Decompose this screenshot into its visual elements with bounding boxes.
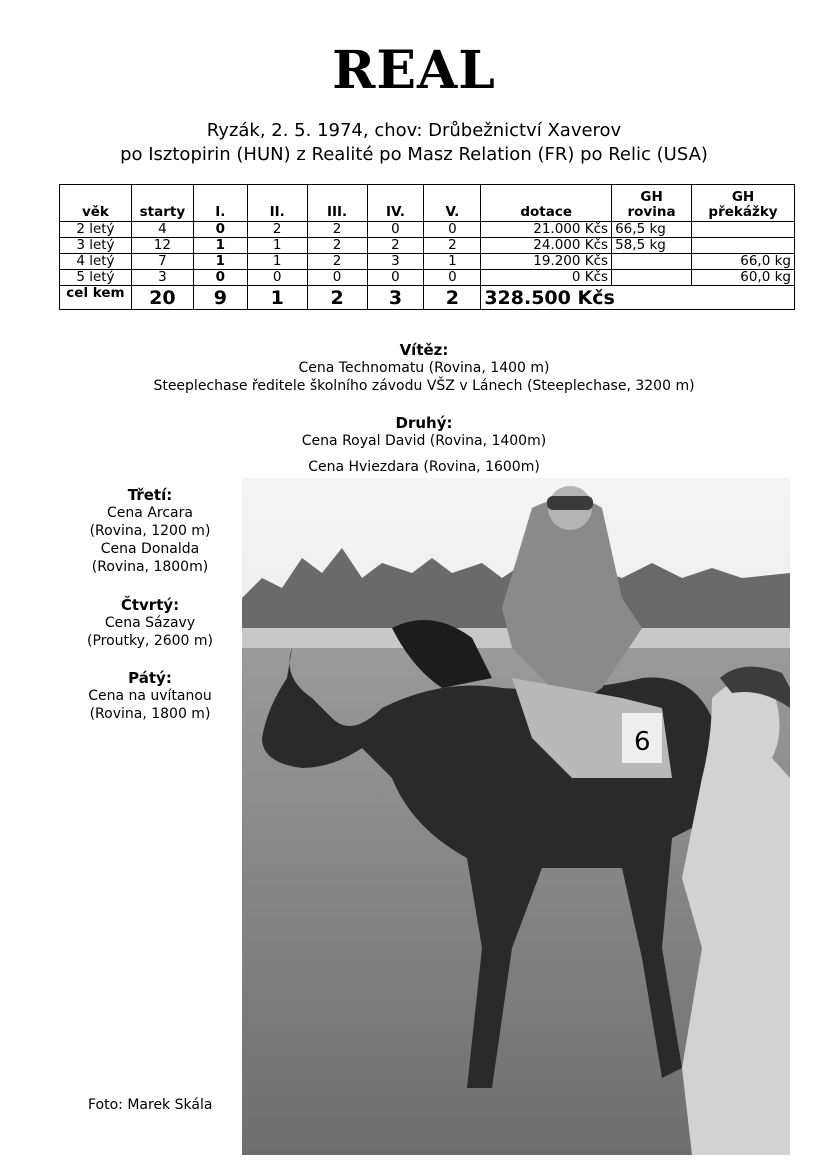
cell-second: 0 bbox=[247, 270, 307, 286]
col-fourth: IV. bbox=[367, 185, 424, 222]
fourth-race-detail: (Proutky, 2600 m) bbox=[86, 633, 213, 649]
third-section bbox=[70, 486, 230, 576]
cell-total-prize: 328.500 Kčs bbox=[481, 286, 795, 310]
col-gh-jump: GH překážky bbox=[692, 185, 795, 222]
cell-prize: 21.000 Kčs bbox=[481, 222, 612, 238]
col-fifth: V. bbox=[424, 185, 481, 222]
second-heading: Druhý: bbox=[395, 414, 453, 432]
cell-gh-jump: 60,0 kg bbox=[692, 270, 795, 286]
cell-fourth: 0 bbox=[367, 270, 424, 286]
cell-total-fourth: 3 bbox=[367, 286, 424, 310]
cell-first: 1 bbox=[193, 238, 247, 254]
cell-fifth: 0 bbox=[424, 270, 481, 286]
col-first: I. bbox=[193, 185, 247, 222]
cell-total-third: 2 bbox=[307, 286, 367, 310]
col-starts: starty bbox=[131, 185, 193, 222]
cell-first: 0 bbox=[193, 270, 247, 286]
winner-heading: Vítěz: bbox=[399, 341, 449, 359]
table-row bbox=[60, 270, 795, 286]
cell-third: 2 bbox=[307, 238, 367, 254]
col-third: III. bbox=[307, 185, 367, 222]
second-section bbox=[0, 414, 828, 476]
cell-first: 1 bbox=[193, 254, 247, 270]
second-race: Cena Royal David (Rovina, 1400m) bbox=[301, 433, 547, 449]
fifth-race-detail: (Rovina, 1800 m) bbox=[89, 706, 211, 722]
cell-gh-jump bbox=[692, 222, 795, 238]
fifth-heading: Pátý: bbox=[128, 669, 172, 687]
fifth-race: Cena na uvítanou bbox=[88, 688, 212, 704]
col-second: II. bbox=[247, 185, 307, 222]
third-heading: Třetí: bbox=[127, 486, 173, 504]
cell-third: 2 bbox=[307, 222, 367, 238]
winner-race: Cena Technomatu (Rovina, 1400 m) bbox=[298, 360, 550, 376]
table-total-row bbox=[60, 286, 795, 310]
page-title: REAL bbox=[332, 40, 496, 101]
third-race: Cena Arcara bbox=[107, 505, 193, 521]
cell-gh-flat: 66,5 kg bbox=[612, 222, 692, 238]
second-race: Cena Hviezdara (Rovina, 1600m) bbox=[308, 459, 540, 475]
table-row bbox=[60, 254, 795, 270]
cell-fifth: 0 bbox=[424, 222, 481, 238]
cell-fourth: 0 bbox=[367, 222, 424, 238]
cell-prize: 0 Kčs bbox=[481, 270, 612, 286]
cell-total-second: 1 bbox=[247, 286, 307, 310]
fifth-section bbox=[70, 669, 230, 723]
third-race-detail: (Rovina, 1200 m) bbox=[89, 523, 211, 539]
cell-starts: 4 bbox=[131, 222, 193, 238]
cell-age: 2 letý bbox=[60, 222, 132, 238]
cell-fourth: 2 bbox=[367, 238, 424, 254]
cell-total-first: 9 bbox=[193, 286, 247, 310]
cell-prize: 19.200 Kčs bbox=[481, 254, 612, 270]
cell-fifth: 2 bbox=[424, 238, 481, 254]
cell-second: 1 bbox=[247, 254, 307, 270]
cell-starts: 12 bbox=[131, 238, 193, 254]
cell-age: 3 letý bbox=[60, 238, 132, 254]
winner-race: Steeplechase ředitele školního závodu VŠZ v Lánech (Steeplechase, 3200 m) bbox=[153, 378, 695, 394]
table-row bbox=[60, 238, 795, 254]
cell-age: 5 letý bbox=[60, 270, 132, 286]
fourth-section bbox=[70, 596, 230, 650]
cell-gh-flat bbox=[612, 254, 692, 270]
horse-pedigree: po Isztopirin (HUN) z Realité po Masz Relation (FR) po Relic (USA) bbox=[120, 144, 708, 165]
cell-total-fifth: 2 bbox=[424, 286, 481, 310]
cell-fourth: 3 bbox=[367, 254, 424, 270]
third-race: Cena Donalda bbox=[100, 541, 200, 557]
cell-gh-flat: 58,5 kg bbox=[612, 238, 692, 254]
cell-first: 0 bbox=[193, 222, 247, 238]
photo-credit: Foto: Marek Skála bbox=[88, 1097, 213, 1113]
horse-photo bbox=[242, 478, 790, 1155]
cell-total-starts: 20 bbox=[131, 286, 193, 310]
cell-age: 4 letý bbox=[60, 254, 132, 270]
cell-prize: 24.000 Kčs bbox=[481, 238, 612, 254]
fourth-race: Cena Sázavy bbox=[104, 615, 196, 631]
cell-second: 1 bbox=[247, 238, 307, 254]
table-header-row bbox=[60, 185, 795, 222]
cell-third: 0 bbox=[307, 270, 367, 286]
third-race-detail: (Rovina, 1800m) bbox=[91, 559, 209, 575]
table-row bbox=[60, 222, 795, 238]
cell-gh-jump: 66,0 kg bbox=[692, 254, 795, 270]
cell-fifth: 1 bbox=[424, 254, 481, 270]
col-gh-flat: GH rovina bbox=[612, 185, 692, 222]
cell-gh-flat bbox=[612, 270, 692, 286]
cell-third: 2 bbox=[307, 254, 367, 270]
col-age: věk bbox=[60, 185, 132, 222]
svg-text:6: 6 bbox=[634, 727, 651, 757]
cell-starts: 7 bbox=[131, 254, 193, 270]
cell-second: 2 bbox=[247, 222, 307, 238]
cell-gh-jump bbox=[692, 238, 795, 254]
winner-section bbox=[0, 341, 828, 395]
cell-starts: 3 bbox=[131, 270, 193, 286]
race-stats-table bbox=[59, 184, 795, 310]
horse-details: Ryzák, 2. 5. 1974, chov: Drůbežnictví Xaverov bbox=[206, 120, 622, 141]
fourth-heading: Čtvrtý: bbox=[120, 596, 180, 614]
cell-total-label: cel kem bbox=[60, 286, 132, 310]
col-prize: dotace bbox=[481, 185, 612, 222]
